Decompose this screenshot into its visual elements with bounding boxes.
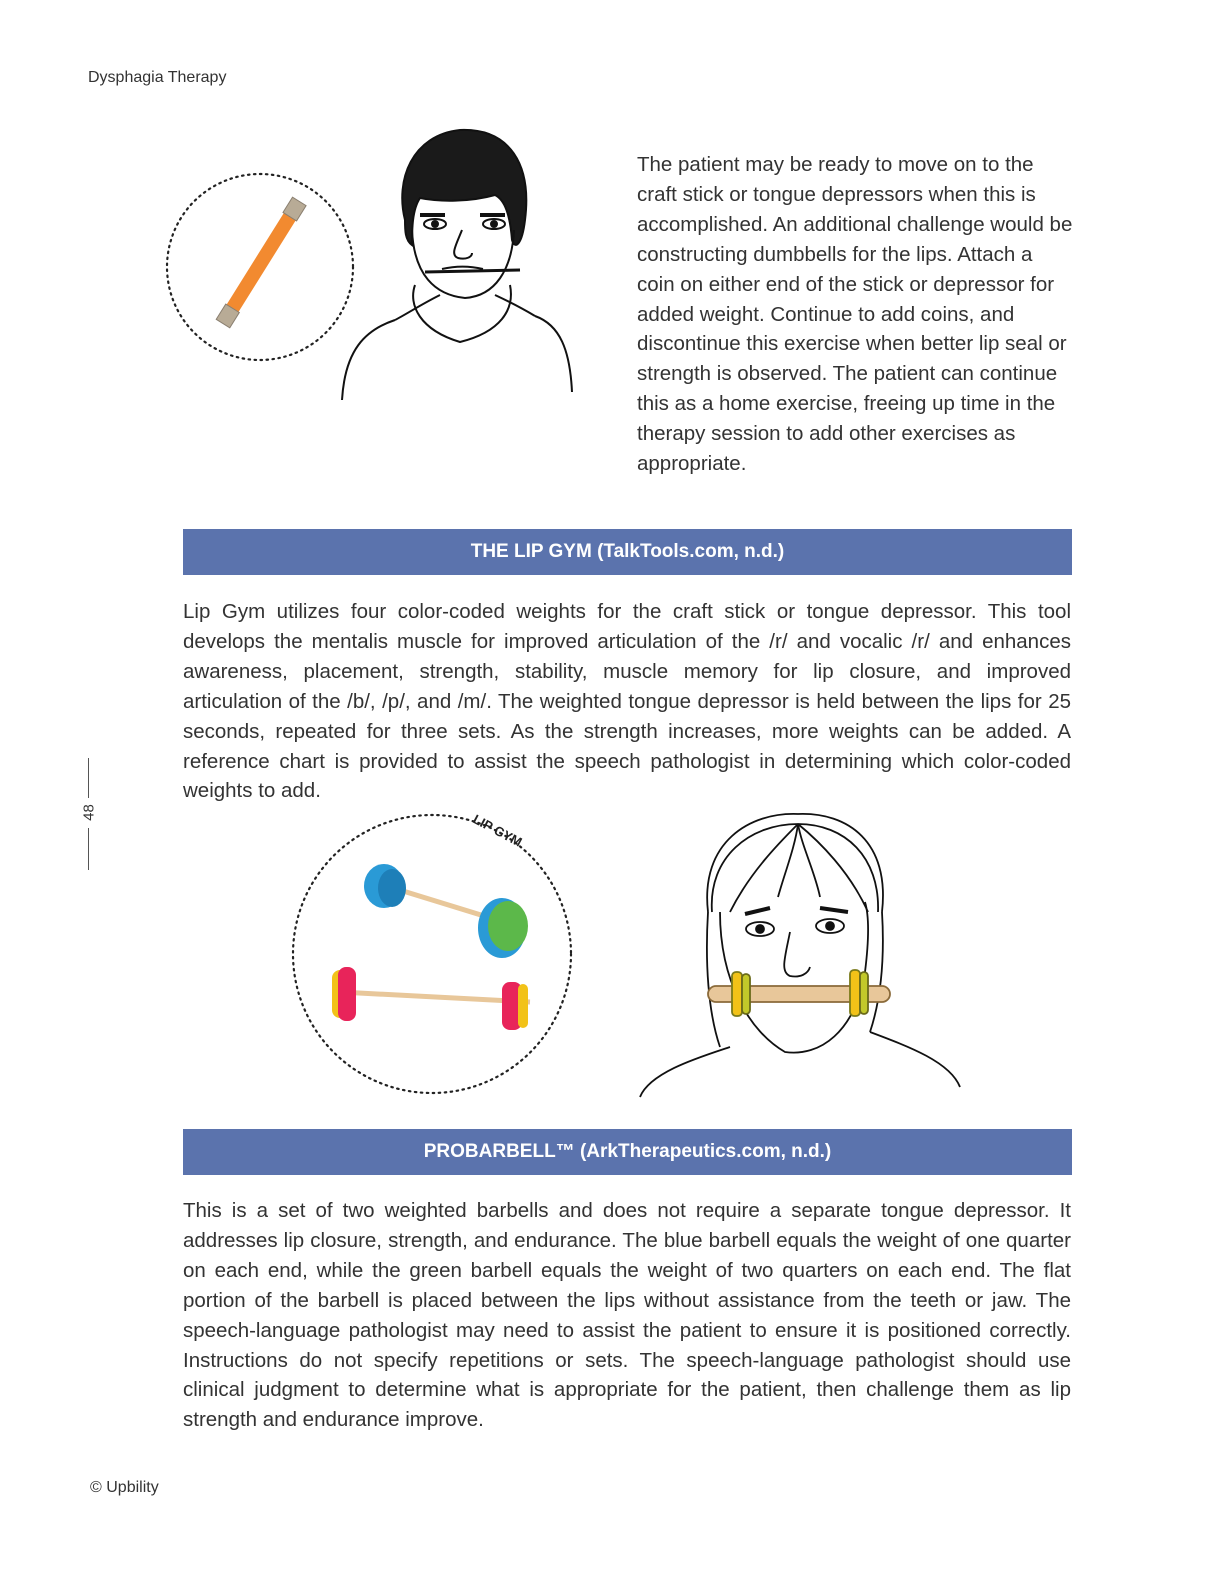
man-with-stick-drawing bbox=[342, 130, 572, 400]
lip-gym-photo-caption: LIP GYM bbox=[470, 811, 525, 850]
running-head: Dysphagia Therapy bbox=[88, 69, 227, 86]
page-number-rule-bottom bbox=[88, 828, 89, 870]
page-number bbox=[82, 758, 96, 870]
copyright: © Upbility bbox=[90, 1479, 159, 1496]
intro-paragraph: The patient may be ready to move on to the craft stick or tongue depressors when this is accomplished. An additional challenge would be constructing dumbbells for the lips. Attach a coin on either end of the stick or depressor for added weight. Continue to add coins, and discontinue this exercise when better lip seal or strength is observed. The patient can continue this as a home exercise, freeing up time in the therapy session to add other exercises as appropriate. bbox=[637, 153, 1073, 476]
woman-with-barbell-drawing bbox=[640, 814, 960, 1097]
stick-exercise-illustration bbox=[150, 120, 600, 410]
lip-gym-illustration bbox=[280, 802, 980, 1102]
probarbell-paragraph: This is a set of two weighted barbells and does not require a separate tongue depressor. It addresses lip closure, strength, and endurance. The blue barbell equals the weight of one quarter on each end, while the green barbell equals the weight of two quarters on each end. The flat portion of the barbell is placed between the lips without assistance from the teeth or jaw. The speech-language pathologist may need to assist the patient to ensure it is positioned correctly. Instructions do not specify repetitions or sets. The speech-language pathologist should use clinical judgment to determine what is appropriate for the patient, then challenge them as lip strength and endurance improve. bbox=[183, 1199, 1071, 1432]
probarbell-heading: PROBARBELL™ (ArkTherapeutics.com, n.d.) bbox=[183, 1129, 1072, 1175]
orange-band-photo bbox=[167, 174, 353, 360]
page-number-rule-top bbox=[88, 758, 89, 798]
lip-gym-paragraph: Lip Gym utilizes four color-coded weights for the craft stick or tongue depressor. This tool develops the mentalis muscle for improved articulation of the /r/ and vocalic /r/ and enhances awareness, placement, strength, stability, muscle memory for lip closure, and improved articulation of the /b/, /p/, and /m/. The weighted tongue depressor is held between the lips for 25 seconds, repeated for three sets. As the strength increases, more weights can be added. A reference chart is provided to assist the speech pathologist in determining which color-coded weights to add. bbox=[183, 600, 1071, 803]
page-number-label: 48 bbox=[80, 804, 98, 821]
lip-gym-heading: THE LIP GYM (TalkTools.com, n.d.) bbox=[183, 529, 1072, 575]
lip-gym-photo bbox=[293, 811, 571, 1093]
